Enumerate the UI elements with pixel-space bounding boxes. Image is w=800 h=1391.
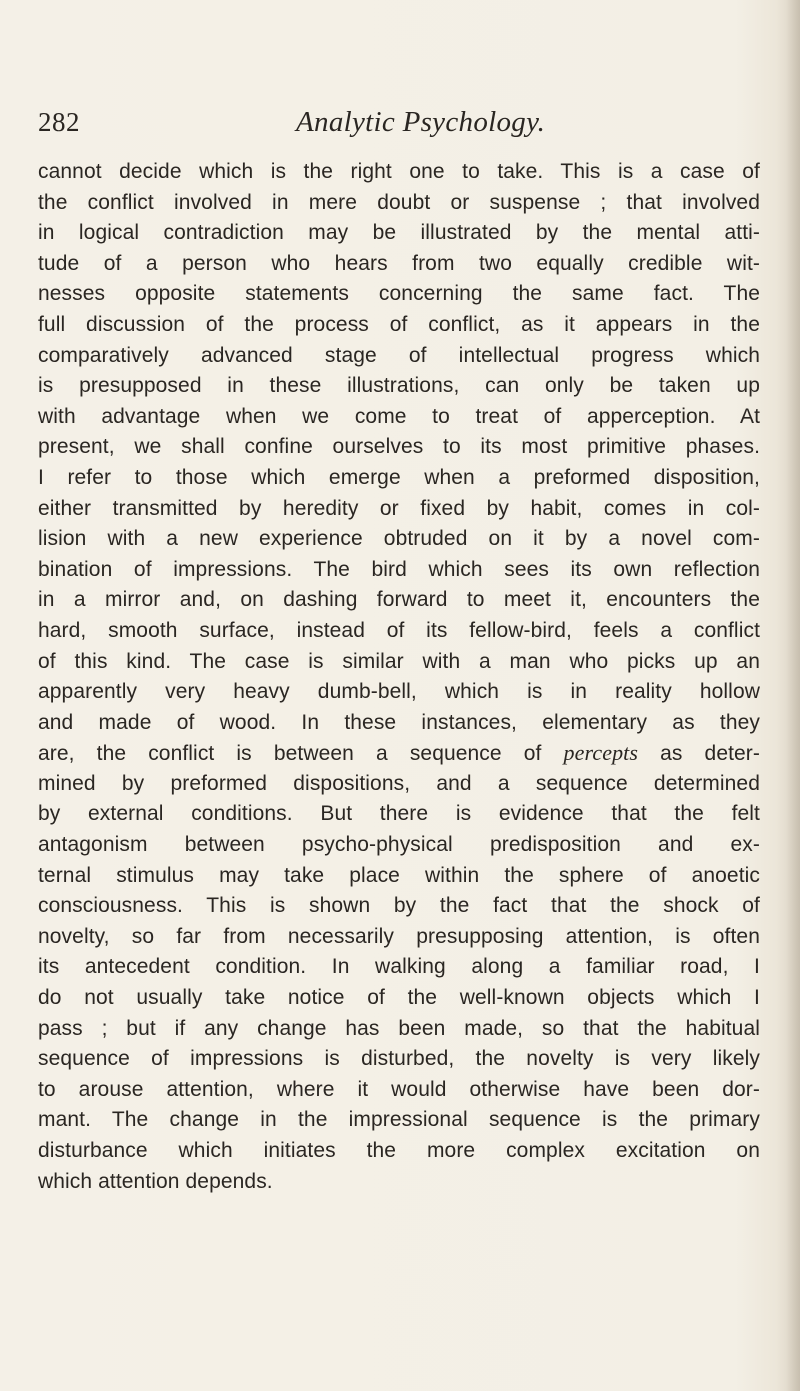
text-line: which attention depends. — [38, 1169, 273, 1193]
text-line: either transmitted by heredity or fixed by habit, comes in col- — [38, 496, 760, 520]
text-line: novelty, so far from necessarily presupposing attention, is often — [38, 924, 760, 948]
text-line: cannot decide which is the right one to take. This is a case of — [38, 160, 760, 183]
text-line: disturbance which initiates the more complex excitation on — [38, 1139, 760, 1162]
text-line: ternal stimulus may take place within the sphere of anoetic — [38, 863, 760, 887]
running-head — [38, 100, 738, 144]
text-line: mant. The change in the impressional sequence is the primary — [38, 1108, 760, 1132]
text-line: nesses opposite statements concerning the same fact. The — [38, 282, 760, 306]
text-line: by external conditions. But there is evidence that the felt — [38, 802, 760, 826]
text-line: is presupposed in these illustrations, can only be taken up — [38, 374, 760, 398]
text-line: the conflict involved in mere doubt or suspense ; that involved — [38, 190, 760, 214]
text-line: antagonism between psycho-physical predisposition and ex- — [38, 833, 760, 857]
text-line: do not usually take notice of the well-known objects which I — [38, 986, 760, 1010]
text-line: full discussion of the process of conflict, as it appears in the — [38, 312, 760, 336]
running-title: Analytic Psychology. — [296, 106, 546, 138]
text-line: I refer to those which emerge when a preformed disposition, — [38, 465, 760, 489]
text-line: its antecedent condition. In walking along a familiar road, I — [38, 955, 760, 979]
text-line-with-italic — [38, 738, 760, 769]
text-line: lision with a new experience obtruded on it by a novel com- — [38, 527, 760, 551]
text-segment: as deter- — [638, 742, 760, 766]
text-line: comparatively advanced stage of intellectual progress which — [38, 343, 760, 367]
text-line: and made of wood. In these instances, elementary as they — [38, 710, 760, 734]
text-segment: are, the conflict is between a sequence of — [38, 742, 564, 766]
page-edge-shadow — [786, 0, 800, 1391]
text-line: pass ; but if any change has been made, so that the habitual — [38, 1016, 760, 1040]
text-line: of this kind. The case is similar with a man who picks up an — [38, 649, 760, 673]
text-line: mined by preformed dispositions, and a sequence determined — [38, 771, 760, 795]
text-line: present, we shall confine ourselves to its most primitive phases. — [38, 435, 760, 459]
text-line: in logical contradiction may be illustrated by the mental atti- — [38, 221, 760, 245]
text-line: to arouse attention, where it would otherwise have been dor- — [38, 1077, 760, 1101]
page-number: 282 — [38, 107, 80, 137]
text-line: consciousness. This is shown by the fact that the shock of — [38, 894, 760, 918]
italic-term: percepts — [563, 740, 639, 766]
text-line: in a mirror and, on dashing forward to meet it, encounters the — [38, 588, 760, 612]
text-line: apparently very heavy dumb-bell, which is in reality hollow — [38, 680, 760, 704]
text-line: sequence of impressions is disturbed, the novelty is very likely — [38, 1047, 760, 1071]
body-paragraph — [38, 157, 760, 1197]
text-line: with advantage when we come to treat of apperception. At — [38, 404, 760, 428]
text-line: tude of a person who hears from two equally credible wit- — [38, 251, 760, 275]
text-line: hard, smooth surface, instead of its fellow-bird, feels a conflict — [38, 618, 760, 642]
text-line: bination of impressions. The bird which sees its own reflection — [38, 557, 760, 581]
